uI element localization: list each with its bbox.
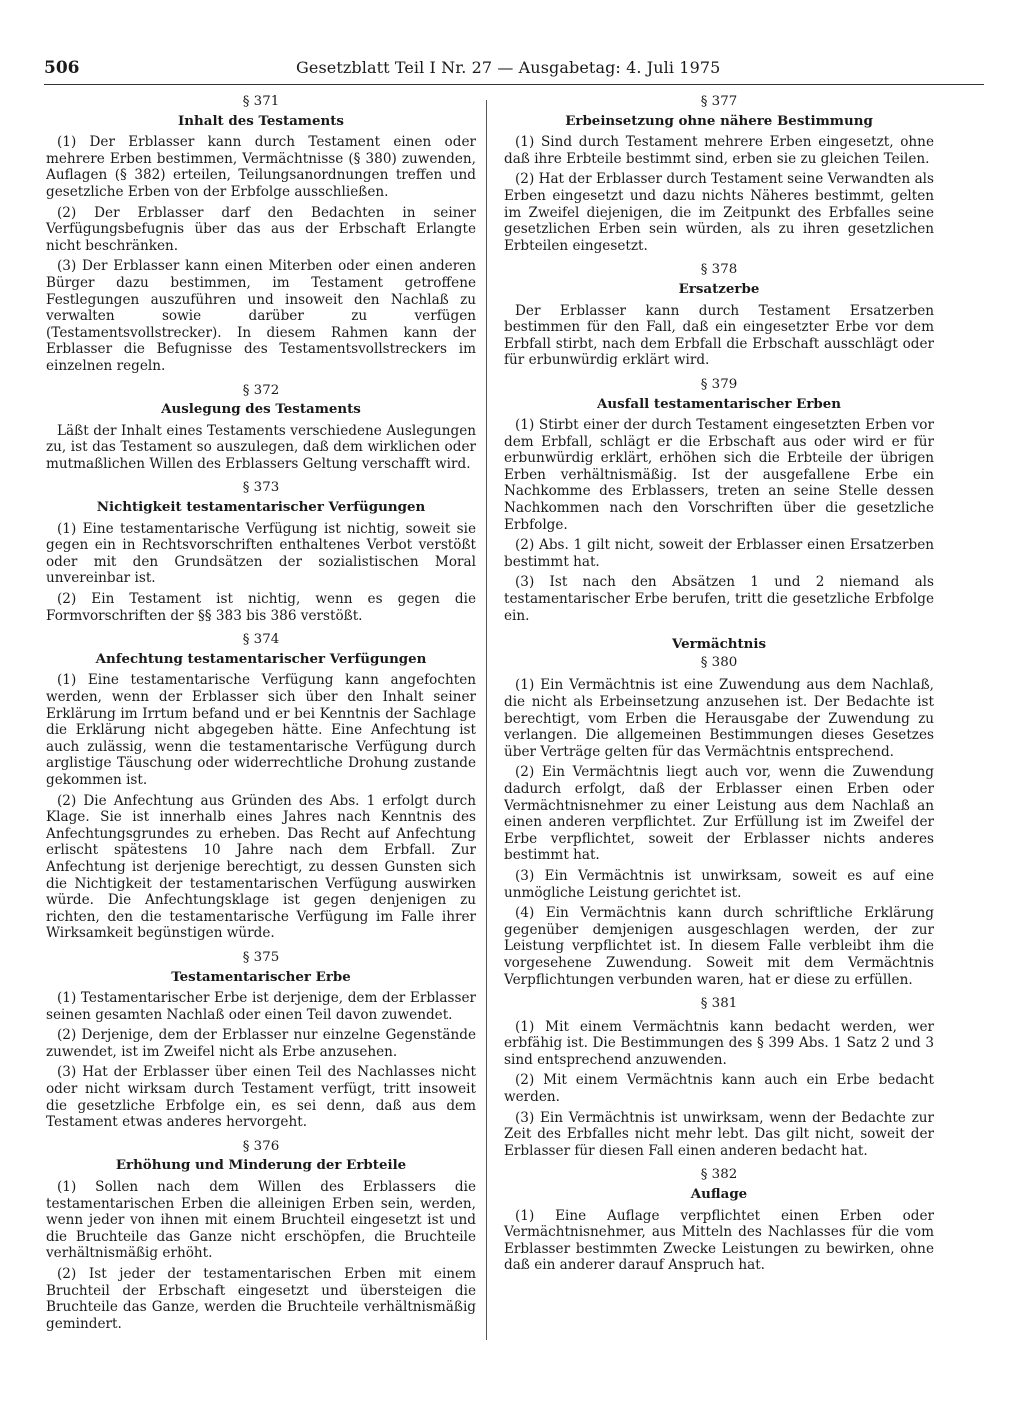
section xyxy=(46,632,476,942)
paragraph: (2) Mit einem Vermächtnis kann auch ein Erbe bedacht werden. xyxy=(504,1072,934,1106)
paragraph: (2) Derjenige, dem der Erblasser nur einzelne Gegenstände zuwendet, ist im Zweifel nicht als Erbe anzusehen. xyxy=(46,1027,476,1060)
section-number: § 382 xyxy=(700,1167,738,1183)
section-title: Nichtigkeit testamentarischer Verfügungen xyxy=(96,499,426,516)
section-number: § 372 xyxy=(242,382,280,398)
section xyxy=(46,480,476,624)
left-column xyxy=(46,94,476,1340)
paragraph: (4) Ein Vermächtnis kann durch schriftliche Erklärung gegenüber demjenigen ausgeschlagen werden, der zur Leistung verpflichtet ist. In diesem Falle verbleibt ihm die vorgesehene Zuwendung. Soweit mit dem Vermächtnis Verpflichtungen verbunden waren, hat er diese zu erfüllen. xyxy=(504,905,934,988)
header-title: Gesetzblatt Teil I Nr. 27 — Ausgabetag: 4. Juli 1975 xyxy=(296,58,721,77)
paragraph: (2) Abs. 1 gilt nicht, soweit der Erblasser einen Ersatzerben bestimmt hat. xyxy=(504,537,934,570)
paragraph: (1) Eine testamentarische Verfügung ist nichtig, soweit sie gegen ein in Rechtsvorschriften enthaltenes Verbot verstößt oder mit den Grundsätzen der sozialistischen Moral unvereinbar ist. xyxy=(46,520,476,587)
section xyxy=(46,383,476,473)
section-number: § 376 xyxy=(242,1138,280,1154)
part-heading: Vermächtnis xyxy=(671,636,766,653)
section-title: Auslegung des Testaments xyxy=(161,401,361,418)
paragraph: (1) Sind durch Testament mehrere Erben eingesetzt, ohne daß ihre Erbteile bestimmt sind, erben sie zu gleichen Teilen. xyxy=(504,134,934,167)
section-title: Testamentarischer Erbe xyxy=(171,968,351,985)
section-number: § 373 xyxy=(242,480,280,496)
column-divider xyxy=(486,100,487,1340)
section-number: § 377 xyxy=(700,94,738,109)
paragraph: (3) Der Erblasser kann einen Miterben oder einen anderen Bürger dazu bestimmen, im Testament getroffene Festlegungen auszuführen und insoweit den Nachlaß zu verwalten sowie darüber zu verfügen (Testamentsvollstrecker). In diesem Rahmen kann der Erblasser die Befugnisse des Testamentsvollstreckers im einzelnen regeln. xyxy=(46,258,476,374)
paragraph: (3) Hat der Erblasser über einen Teil des Nachlasses nicht oder nicht wirksam durch Testament verfügt, tritt insoweit die gesetzliche Erbfolge ein, es sei denn, daß aus dem Testament etwas anderes hervorgeht. xyxy=(46,1064,476,1131)
section xyxy=(504,996,934,1159)
page-header xyxy=(44,56,984,80)
paragraph: (3) Ein Vermächtnis ist unwirksam, soweit es auf eine unmögliche Leistung gerichtet ist. xyxy=(504,867,934,901)
section xyxy=(46,1139,476,1333)
paragraph: (1) Ein Vermächtnis ist eine Zuwendung aus dem Nachlaß, die nicht als Erbeinsetzung anzusehen ist. Der Bedachte ist berechtigt, vom Erben die Herausgabe der Zuwendung zu verlangen. Die allgemeinen Bestimmungen dieses Gesetzes über Verträge gelten für das Vermächtnis entsprechend. xyxy=(504,677,934,760)
section-title: Ersatzerbe xyxy=(678,280,760,297)
paragraph: Läßt der Inhalt eines Testaments verschiedene Auslegungen zu, ist das Testament so auszulegen, daß dem wirklichen oder mutmaßlichen Willen des Erblassers Geltung verschafft wird. xyxy=(46,422,476,472)
section-title: Erhöhung und Minderung der Erbteile xyxy=(115,1157,407,1174)
paragraph: (2) Der Erblasser darf den Bedachten in seiner Verfügungsbefugnis über das aus der Erbschaft Erlangte nicht beschränken. xyxy=(46,204,476,254)
section xyxy=(46,950,476,1131)
page-number: 506 xyxy=(44,58,80,78)
paragraph: Der Erblasser kann durch Testament Ersatzerben bestimmen für den Fall, daß ein eingesetzter Erbe vor dem Erbfall stirbt, nach dem Erbfall die Erbschaft ausschlägt oder für erbunwürdig erklärt wird. xyxy=(504,302,934,369)
paragraph: (2) Hat der Erblasser durch Testament seine Verwandten als Erben eingesetzt und dazu nichts Näheres bestimmt, gelten im Zweifel diejenigen, die im Zeitpunkt des Erbfalles seine gesetzlichen Erben sein würden, als zu ihren gesetzlichen Erbteilen eingesetzt. xyxy=(504,171,934,254)
section-number: § 375 xyxy=(242,949,280,965)
section-number: § 378 xyxy=(700,262,738,278)
paragraph: (1) Sollen nach dem Willen des Erblassers die testamentarischen Erben die alleinigen Erben sein, werden, wenn jeder von ihnen mit einem Bruchteil eingesetzt ist und die Bruchteile das Ganze nicht erschöpfen, die Bruchteile verhältnismäßig erhöht. xyxy=(46,1179,476,1262)
paragraph: (1) Testamentarischer Erbe ist derjenige, dem der Erblasser seinen gesamten Nachlaß oder einen Teil davon zuwendet. xyxy=(46,990,476,1023)
section-title: Anfechtung testamentarischer Verfügungen xyxy=(95,650,427,667)
section xyxy=(504,636,934,988)
paragraph: (2) Die Anfechtung aus Gründen des Abs. 1 erfolgt durch Klage. Sie ist innerhalb eines Jahres nach Kenntnis des Anfechtungsgrundes zu erheben. Das Recht auf Anfechtung erlischt spätestens 10 Jahre nach dem Erbfall. Zur Anfechtung ist derjenige berechtigt, zu dessen Gunsten sich die Nichtigkeit der testamentarischen Verfügung auswirken würde. Die Anfechtungsklage ist gegen denjenigen zu richten, den die testamentarische Verfügung im Falle ihrer Wirksamkeit begünstigen würde. xyxy=(46,792,476,942)
paragraph: (2) Ein Vermächtnis liegt auch vor, wenn die Zuwendung dadurch erfolgt, daß der Erblasser einen Erben oder Vermächtnisnehmer zu einer Leistung aus dem Nachlaß an einen anderen verpflichtet. Zur Erfüllung ist im Zweifel der Erbe verpflichtet, soweit der Erblasser nichts anderes bestimmt hat. xyxy=(504,764,934,864)
section xyxy=(504,1167,934,1274)
section-number: § 374 xyxy=(242,632,280,648)
section-number: § 381 xyxy=(700,996,738,1012)
paragraph: (1) Eine Auflage verpflichtet einen Erben oder Vermächtnisnehmer, aus Mitteln des Nachlasses für die vom Erblasser bestimmten Zwecke Leistungen zu bewirken, ohne daß ein anderer darauf Anspruch hat. xyxy=(504,1207,934,1274)
paragraph: (3) Ein Vermächtnis ist unwirksam, wenn der Bedachte zur Zeit des Erbfalles nicht mehr lebt. Das gilt nicht, soweit der Erblasser für diesen Fall einen anderen bedacht hat. xyxy=(504,1109,934,1159)
paragraph: (3) Ist nach den Absätzen 1 und 2 niemand als testamentarischer Erbe berufen, tritt die gesetzliche Erbfolge ein. xyxy=(504,574,934,624)
section-title: Inhalt des Testaments xyxy=(178,112,344,129)
section xyxy=(504,262,934,369)
section-number: § 380 xyxy=(700,654,738,670)
section-title: Auflage xyxy=(690,1186,748,1203)
paragraph: (1) Mit einem Vermächtnis kann bedacht werden, wer erbfähig ist. Die Bestimmungen des § 399 Abs. 1 Satz 2 und 3 sind entsprechend anzuwenden. xyxy=(504,1018,934,1068)
section-title: Ausfall testamentarischer Erben xyxy=(596,395,841,412)
section-title: Erbeinsetzung ohne nähere Bestimmung xyxy=(565,112,873,129)
paragraph: (1) Der Erblasser kann durch Testament einen oder mehrere Erben bestimmen, Vermächtnisse (§ 380) zuwenden, Auflagen (§ 382) erteilen, Teilungsanordnungen treffen und gesetzliche Erben von der Erbfolge ausschließen. xyxy=(46,134,476,200)
section-number: § 371 xyxy=(242,94,280,109)
paragraph: (1) Eine testamentarische Verfügung kann angefochten werden, wenn der Erblasser sich über den Inhalt seiner Erklärung im Irrtum befand und er bei Kenntnis der Sachlage die Erklärung nicht abgegeben hätte. Eine Anfechtung ist auch zulässig, wenn die testamentarische Verfügung durch arglistige Täuschung oder widerrechtliche Drohung zustande gekommen ist. xyxy=(46,672,476,788)
section xyxy=(504,94,934,254)
section xyxy=(46,94,476,375)
right-column xyxy=(504,94,934,1282)
paragraph: (2) Ein Testament ist nichtig, wenn es gegen die Formvorschriften der §§ 383 bis 386 verstößt. xyxy=(46,591,476,624)
section xyxy=(504,377,934,624)
paragraph: (1) Stirbt einer der durch Testament eingesetzten Erben vor dem Erbfall, schlägt er die Erbschaft aus oder wird er für erbunwürdig erklärt, erhöhen sich die Erbteile der übrigen Erben verhältnismäßig. Ist der ausgefallene Erbe ein Nachkomme des Erblassers, treten an seine Stelle dessen Nachkommen nach den Vorschriften über die gesetzliche Erbfolge. xyxy=(504,417,934,533)
section-number: § 379 xyxy=(700,376,738,392)
header-rule xyxy=(44,84,984,85)
paragraph: (2) Ist jeder der testamentarischen Erben mit einem Bruchteil der Erbschaft eingesetzt und übersteigen die Bruchteile das Ganze, werden die Bruchteile verhältnismäßig gemindert. xyxy=(46,1266,476,1332)
